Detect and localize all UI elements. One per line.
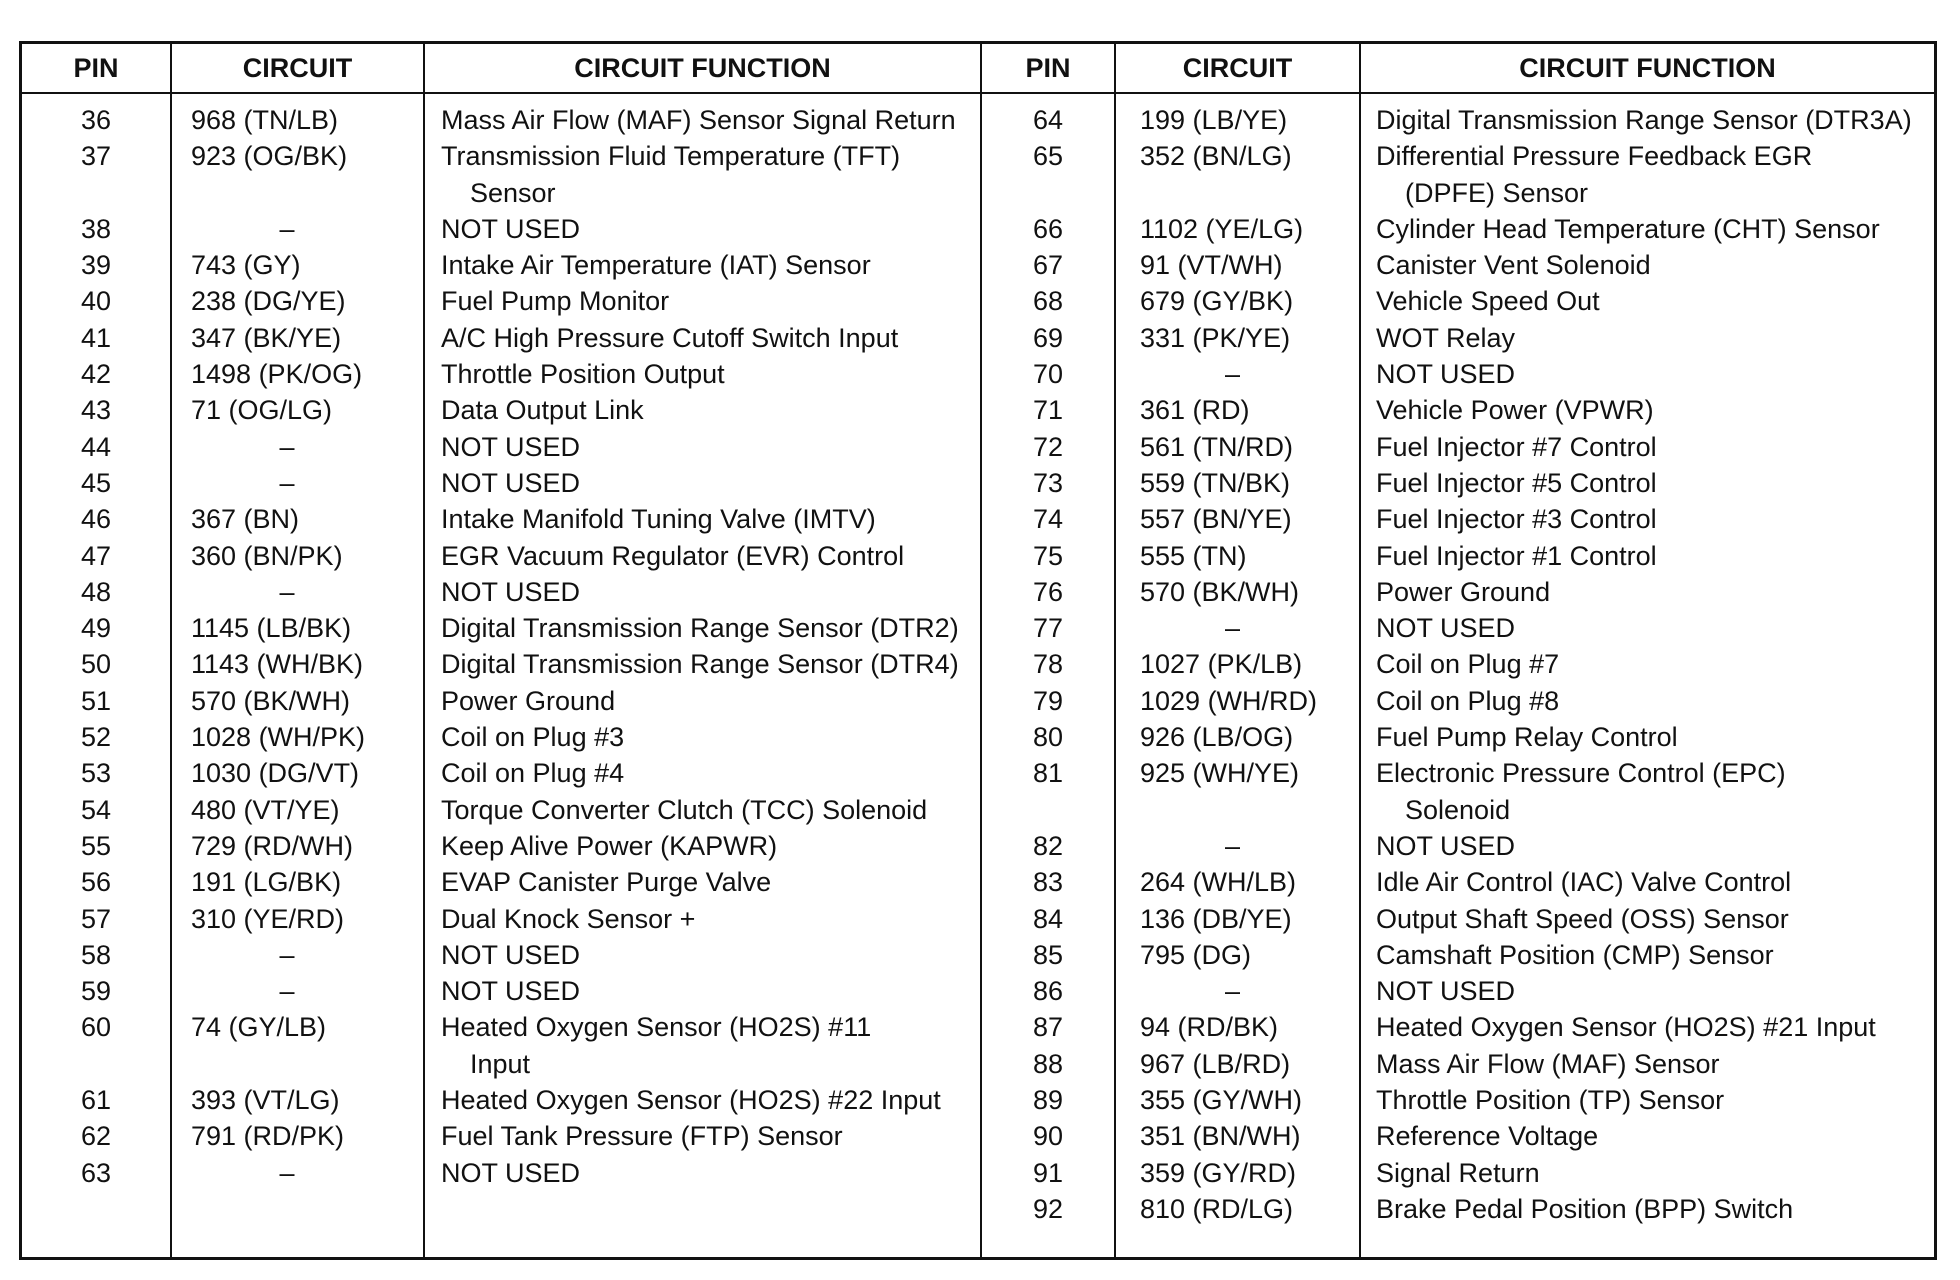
- pin-number: 71: [1032, 395, 1064, 426]
- pin-number: 48: [80, 576, 112, 607]
- pin-number: 73: [1032, 467, 1064, 498]
- function-line: Reference Voltage: [1376, 1121, 1599, 1152]
- pin-row: [982, 211, 1934, 247]
- circuit-function: [1376, 683, 1559, 719]
- function-line: Canister Vent Solenoid: [1376, 250, 1651, 281]
- function-line: Fuel Pump Monitor: [441, 286, 670, 317]
- function-line: Coil on Plug #4: [441, 758, 625, 789]
- circuit-value: 923 (OG/BK): [191, 141, 348, 172]
- function-line: WOT Relay: [1376, 322, 1516, 353]
- pin-number: 90: [1032, 1121, 1064, 1152]
- pin-number: 37: [80, 141, 112, 172]
- function-line: Heated Oxygen Sensor (HO2S) #22 Input: [441, 1085, 941, 1116]
- circuit-function: [441, 937, 580, 973]
- function-line: Camshaft Position (CMP) Sensor: [1376, 939, 1774, 970]
- function-line: Coil on Plug #8: [1376, 685, 1560, 716]
- circuit-function: [441, 1155, 580, 1191]
- pin-number: 63: [80, 1157, 112, 1188]
- pin-row: [982, 356, 1934, 392]
- pin-number: 75: [1032, 540, 1064, 571]
- circuit-function: [1376, 283, 1600, 319]
- pin-row: [982, 138, 1934, 211]
- pin-number: 68: [1032, 286, 1064, 317]
- function-line: Digital Transmission Range Sensor (DTR3A): [1376, 105, 1912, 135]
- pin-row: [982, 683, 1934, 719]
- pin-row: [22, 792, 980, 828]
- function-line: Fuel Injector #1 Control: [1376, 540, 1657, 571]
- circuit-function: [441, 211, 580, 247]
- pin-number: 51: [80, 685, 112, 716]
- pin-number: 40: [80, 286, 112, 317]
- pin-row: [982, 719, 1934, 755]
- pin-row: [982, 574, 1934, 610]
- circuit-value: 1028 (WH/PK): [191, 722, 366, 753]
- pin-row: [22, 937, 980, 973]
- circuit-function: [441, 574, 580, 610]
- pin-number: 72: [1032, 431, 1064, 462]
- circuit-value: 393 (VT/LG): [191, 1085, 340, 1116]
- pin-number: 88: [1032, 1048, 1064, 1079]
- circuit-value: 310 (YE/RD): [191, 903, 345, 934]
- circuit-function: [1376, 1046, 1720, 1082]
- circuit-function: [1376, 937, 1774, 973]
- function-line: Solenoid: [1405, 794, 1511, 825]
- circuit-function: [441, 1009, 871, 1082]
- pin-number: 36: [80, 105, 112, 135]
- pin-number: 61: [80, 1085, 112, 1116]
- function-line: Digital Transmission Range Sensor (DTR2): [441, 613, 959, 644]
- circuit-function: [441, 1082, 941, 1118]
- pin-row: [22, 646, 980, 682]
- pin-row: [982, 283, 1934, 319]
- circuit-value: 1102 (YE/LG): [1140, 213, 1304, 244]
- circuit-value: 1145 (LB/BK): [191, 613, 352, 644]
- pin-number: 89: [1032, 1085, 1064, 1116]
- pin-number: 74: [1032, 504, 1064, 535]
- pin-number: 59: [80, 976, 112, 1007]
- function-line: NOT USED: [441, 213, 581, 244]
- circuit-function: [1376, 429, 1657, 465]
- pin-row: [22, 247, 980, 283]
- pin-number: 81: [1032, 758, 1064, 789]
- pin-row: [22, 755, 980, 791]
- circuit-value: –: [279, 467, 295, 498]
- circuit-value: 926 (LB/OG): [1140, 722, 1294, 753]
- pin-number: 86: [1032, 976, 1064, 1007]
- circuit-function: [441, 538, 904, 574]
- circuit-value: 238 (DG/YE): [191, 286, 346, 317]
- function-line: Cylinder Head Temperature (CHT) Sensor: [1376, 213, 1880, 244]
- function-line: NOT USED: [441, 431, 581, 462]
- pin-number: 78: [1032, 649, 1064, 680]
- pin-row: [22, 864, 980, 900]
- pin-number: 87: [1032, 1012, 1064, 1043]
- function-line: EGR Vacuum Regulator (EVR) Control: [441, 540, 905, 571]
- circuit-value: 71 (OG/LG): [191, 395, 333, 426]
- circuit-value: 557 (BN/YE): [1140, 504, 1292, 535]
- circuit-value: 367 (BN): [191, 504, 300, 535]
- function-line: NOT USED: [1376, 359, 1516, 390]
- function-line: Coil on Plug #7: [1376, 649, 1560, 680]
- pin-row: [982, 1009, 1934, 1045]
- circuit-value: 480 (VT/YE): [191, 794, 340, 825]
- circuit-value: 331 (PK/YE): [1140, 322, 1291, 353]
- pin-row: [982, 755, 1934, 828]
- function-line: NOT USED: [441, 939, 581, 970]
- circuit-function: [1376, 1118, 1598, 1154]
- pin-number: 76: [1032, 576, 1064, 607]
- pin-row: [982, 429, 1934, 465]
- circuit-function: [441, 683, 615, 719]
- pin-number: 52: [80, 722, 112, 753]
- circuit-function: [441, 465, 580, 501]
- circuit-function: [1376, 102, 1912, 138]
- function-line: Electronic Pressure Control (EPC): [1376, 758, 1786, 789]
- circuit-value: 1030 (DG/VT): [191, 758, 360, 789]
- pin-number: 42: [80, 359, 112, 390]
- pin-row: [982, 501, 1934, 537]
- pin-row: [982, 1118, 1934, 1154]
- function-line: NOT USED: [1376, 830, 1516, 861]
- function-line: Data Output Link: [441, 395, 644, 426]
- pin-row: [22, 901, 980, 937]
- circuit-function: [1376, 247, 1651, 283]
- circuit-value: 1143 (WH/BK): [191, 649, 364, 680]
- pin-number: 70: [1032, 359, 1064, 390]
- circuit-function: [441, 429, 580, 465]
- pin-row: [22, 574, 980, 610]
- pin-row: [982, 1155, 1934, 1191]
- pin-row: [982, 864, 1934, 900]
- pin-number: 92: [1032, 1193, 1064, 1224]
- pin-row: [22, 719, 980, 755]
- circuit-value: 679 (GY/BK): [1140, 286, 1294, 317]
- pin-row: [22, 1155, 980, 1191]
- function-line: Signal Return: [1376, 1157, 1540, 1188]
- function-line: A/C High Pressure Cutoff Switch Input: [441, 322, 899, 353]
- function-line: NOT USED: [441, 467, 581, 498]
- circuit-value: 361 (RD): [1140, 395, 1250, 426]
- pin-number: 50: [80, 649, 112, 680]
- pin-row: [982, 392, 1934, 428]
- circuit-value: –: [279, 976, 295, 1007]
- pin-row: [982, 973, 1934, 1009]
- pin-row: [22, 973, 980, 1009]
- function-line: EVAP Canister Purge Valve: [441, 867, 772, 898]
- circuit-function: [1376, 646, 1559, 682]
- function-line: Fuel Injector #7 Control: [1376, 431, 1657, 462]
- circuit-value: 561 (TN/RD): [1140, 431, 1294, 462]
- circuit-function: [1376, 1082, 1724, 1118]
- circuit-function: [1376, 538, 1657, 574]
- pin-row: [22, 1118, 980, 1154]
- function-line: Throttle Position Output: [441, 359, 725, 390]
- function-line: NOT USED: [1376, 613, 1516, 644]
- function-line: Fuel Tank Pressure (FTP) Sensor: [441, 1121, 843, 1152]
- pin-number: 82: [1032, 830, 1064, 861]
- pin-number: 58: [80, 939, 112, 970]
- pin-number: 80: [1032, 722, 1064, 753]
- pin-number: 64: [1032, 105, 1064, 135]
- function-line: Heated Oxygen Sensor (HO2S) #21 Input: [1376, 1012, 1876, 1043]
- circuit-function: [1376, 1009, 1876, 1045]
- circuit-value: 347 (BK/YE): [191, 322, 342, 353]
- circuit-function: [441, 138, 900, 211]
- pin-number: 77: [1032, 613, 1064, 644]
- pin-number: 83: [1032, 867, 1064, 898]
- circuit-function: [441, 320, 898, 356]
- function-line: Differential Pressure Feedback EGR: [1376, 141, 1813, 172]
- pin-row: [982, 1082, 1934, 1118]
- circuit-value: 94 (RD/BK): [1140, 1012, 1279, 1043]
- pin-number: 55: [80, 830, 112, 861]
- circuit-value: –: [279, 576, 295, 607]
- function-line: Idle Air Control (IAC) Valve Control: [1376, 867, 1792, 898]
- circuit-value: 199 (LB/YE): [1140, 105, 1288, 135]
- pin-row: [982, 937, 1934, 973]
- circuit-function: [1376, 1191, 1793, 1227]
- circuit-function: [441, 973, 580, 1009]
- circuit-function: [1376, 719, 1678, 755]
- circuit-value: 264 (WH/LB): [1140, 867, 1297, 898]
- function-line: NOT USED: [1376, 976, 1516, 1007]
- circuit-value: 810 (RD/LG): [1140, 1193, 1294, 1224]
- function-line: Output Shaft Speed (OSS) Sensor: [1376, 903, 1789, 934]
- pin-number: 62: [80, 1121, 112, 1152]
- pin-number: 56: [80, 867, 112, 898]
- circuit-function: [441, 501, 876, 537]
- circuit-function: [1376, 828, 1515, 864]
- circuit-function: [1376, 973, 1515, 1009]
- circuit-value: 351 (BN/WH): [1140, 1121, 1301, 1152]
- circuit-function: [441, 1118, 843, 1154]
- pin-row: [982, 320, 1934, 356]
- circuit-function: [1376, 864, 1791, 900]
- pin-row: [22, 211, 980, 247]
- function-line: Vehicle Power (VPWR): [1376, 395, 1654, 426]
- pin-number: 43: [80, 395, 112, 426]
- pin-row: [22, 1082, 980, 1118]
- circuit-function: [441, 610, 959, 646]
- circuit-value: 1029 (WH/RD): [1140, 685, 1318, 716]
- pin-number: 39: [80, 250, 112, 281]
- function-line: Digital Transmission Range Sensor (DTR4): [441, 649, 959, 680]
- header-pin-left: PIN: [73, 53, 119, 83]
- circuit-value: 795 (DG): [1140, 939, 1252, 970]
- pin-number: 49: [80, 613, 112, 644]
- circuit-function: [1376, 320, 1515, 356]
- pin-number: 46: [80, 504, 112, 535]
- pin-row: [22, 538, 980, 574]
- function-line: Intake Manifold Tuning Valve (IMTV): [441, 504, 876, 535]
- pin-row: [982, 247, 1934, 283]
- pin-number: 41: [80, 322, 112, 353]
- circuit-function: [1376, 356, 1515, 392]
- circuit-value: 559 (TN/BK): [1140, 467, 1291, 498]
- pin-row: [982, 828, 1934, 864]
- pin-number: 53: [80, 758, 112, 789]
- circuit-function: [441, 283, 669, 319]
- circuit-value: 359 (GY/RD): [1140, 1157, 1297, 1188]
- circuit-function: [441, 719, 624, 755]
- circuit-value: 355 (GY/WH): [1140, 1085, 1303, 1116]
- header-pin-right: PIN: [1025, 53, 1071, 83]
- pin-number: 45: [80, 467, 112, 498]
- circuit-value: –: [1224, 830, 1241, 861]
- circuit-function: [1376, 574, 1550, 610]
- pin-number: 67: [1032, 250, 1064, 281]
- function-line: Coil on Plug #3: [441, 722, 625, 753]
- pin-row: [22, 283, 980, 319]
- circuit-value: 967 (LB/RD): [1140, 1048, 1291, 1079]
- circuit-function: [1376, 1155, 1540, 1191]
- circuit-function: [1376, 501, 1657, 537]
- function-line: Torque Converter Clutch (TCC) Solenoid: [441, 794, 928, 825]
- circuit-value: 925 (WH/YE): [1140, 758, 1300, 789]
- function-line: Fuel Injector #5 Control: [1376, 467, 1657, 498]
- function-line: Input: [470, 1048, 531, 1079]
- circuit-value: 791 (RD/PK): [191, 1121, 345, 1152]
- circuit-value: 555 (TN): [1140, 540, 1247, 571]
- pin-row: [982, 1046, 1934, 1082]
- circuit-value: –: [1224, 359, 1241, 390]
- function-line: Dual Knock Sensor +: [441, 903, 696, 934]
- pin-row: [22, 138, 980, 211]
- circuit-value: 136 (DB/YE): [1140, 903, 1292, 934]
- function-line: Fuel Pump Relay Control: [1376, 722, 1678, 753]
- circuit-function: [1376, 138, 1812, 211]
- circuit-value: 191 (LG/BK): [191, 867, 342, 898]
- circuit-function: [441, 356, 725, 392]
- function-line: (DPFE) Sensor: [1405, 177, 1589, 208]
- circuit-value: 570 (BK/WH): [1140, 576, 1300, 607]
- circuit-value: 570 (BK/WH): [191, 685, 351, 716]
- circuit-function: [441, 901, 695, 937]
- function-line: Keep Alive Power (KAPWR): [441, 830, 778, 861]
- function-line: Fuel Injector #3 Control: [1376, 504, 1657, 535]
- pin-number: 65: [1032, 141, 1064, 172]
- circuit-value: 360 (BN/PK): [191, 540, 343, 571]
- pin-number: 79: [1032, 685, 1064, 716]
- pin-number: 38: [80, 213, 112, 244]
- circuit-function: [1376, 211, 1880, 247]
- function-line: NOT USED: [441, 1157, 581, 1188]
- left-pin-list: [22, 102, 980, 1191]
- circuit-value: 968 (TN/LB): [191, 105, 339, 135]
- function-line: NOT USED: [441, 976, 581, 1007]
- pin-number: 60: [80, 1012, 112, 1043]
- function-line: Transmission Fluid Temperature (TFT): [441, 141, 901, 172]
- circuit-function: [1376, 465, 1657, 501]
- function-line: Intake Air Temperature (IAT) Sensor: [441, 250, 871, 281]
- right-pin-list: [982, 102, 1934, 1227]
- function-line: Brake Pedal Position (BPP) Switch: [1376, 1193, 1794, 1224]
- pin-number: 44: [80, 431, 112, 462]
- circuit-value: –: [1224, 613, 1241, 644]
- pin-number: 57: [80, 903, 112, 934]
- circuit-value: –: [279, 939, 295, 970]
- circuit-value: 91 (VT/WH): [1140, 250, 1283, 281]
- circuit-value: –: [1224, 976, 1241, 1007]
- circuit-function: [1376, 755, 1786, 828]
- circuit-value: 729 (RD/WH): [191, 830, 354, 861]
- pin-row: [982, 102, 1934, 138]
- pin-number: 69: [1032, 322, 1064, 353]
- pin-row: [982, 901, 1934, 937]
- pinout-table: [19, 41, 1937, 1260]
- circuit-function: [441, 646, 959, 682]
- pin-row: [22, 828, 980, 864]
- pin-row: [22, 465, 980, 501]
- header-circuit-right: CIRCUIT: [1182, 53, 1293, 83]
- circuit-function: [441, 102, 956, 138]
- pin-row: [22, 392, 980, 428]
- pin-row: [22, 320, 980, 356]
- header-function-left: CIRCUIT FUNCTION: [574, 53, 831, 83]
- function-line: Mass Air Flow (MAF) Sensor Signal Return: [441, 105, 956, 135]
- circuit-function: [441, 828, 777, 864]
- function-line: Power Ground: [1376, 576, 1551, 607]
- header-divider: [22, 92, 1934, 94]
- circuit-function: [1376, 901, 1789, 937]
- function-line: Sensor: [470, 177, 556, 208]
- pin-number: 91: [1032, 1157, 1064, 1188]
- function-line: Mass Air Flow (MAF) Sensor: [1376, 1048, 1720, 1079]
- pin-row: [982, 1191, 1934, 1227]
- pin-row: [22, 102, 980, 138]
- circuit-value: 1027 (PK/LB): [1140, 649, 1303, 680]
- function-line: Vehicle Speed Out: [1376, 286, 1600, 317]
- function-line: Throttle Position (TP) Sensor: [1376, 1085, 1725, 1116]
- circuit-function: [441, 864, 771, 900]
- circuit-value: 74 (GY/LB): [191, 1012, 327, 1043]
- circuit-function: [441, 247, 871, 283]
- pin-row: [22, 610, 980, 646]
- pin-row: [982, 538, 1934, 574]
- header-circuit-left: CIRCUIT: [242, 53, 353, 83]
- pin-number: 84: [1032, 903, 1064, 934]
- circuit-value: 352 (BN/LG): [1140, 141, 1292, 172]
- function-line: NOT USED: [441, 576, 581, 607]
- circuit-value: 743 (GY): [191, 250, 301, 281]
- pin-number: 54: [80, 794, 112, 825]
- pin-number: 47: [80, 540, 112, 571]
- pin-number: 85: [1032, 939, 1064, 970]
- function-line: Heated Oxygen Sensor (HO2S) #11: [441, 1012, 872, 1043]
- circuit-function: [441, 755, 624, 791]
- pin-row: [22, 501, 980, 537]
- circuit-value: 1498 (PK/OG): [191, 359, 363, 390]
- header-function-right: CIRCUIT FUNCTION: [1519, 53, 1776, 83]
- pin-row: [982, 646, 1934, 682]
- circuit-function: [441, 392, 644, 428]
- circuit-function: [441, 792, 927, 828]
- pin-row: [22, 429, 980, 465]
- circuit-value: –: [279, 213, 295, 244]
- pin-number: 66: [1032, 213, 1064, 244]
- pin-row: [982, 610, 1934, 646]
- circuit-function: [1376, 392, 1654, 428]
- function-line: Power Ground: [441, 685, 616, 716]
- pin-row: [22, 1009, 980, 1082]
- pin-row: [22, 683, 980, 719]
- circuit-function: [1376, 610, 1515, 646]
- pin-row: [982, 465, 1934, 501]
- circuit-value: –: [279, 431, 295, 462]
- circuit-value: –: [279, 1157, 295, 1188]
- pin-row: [22, 356, 980, 392]
